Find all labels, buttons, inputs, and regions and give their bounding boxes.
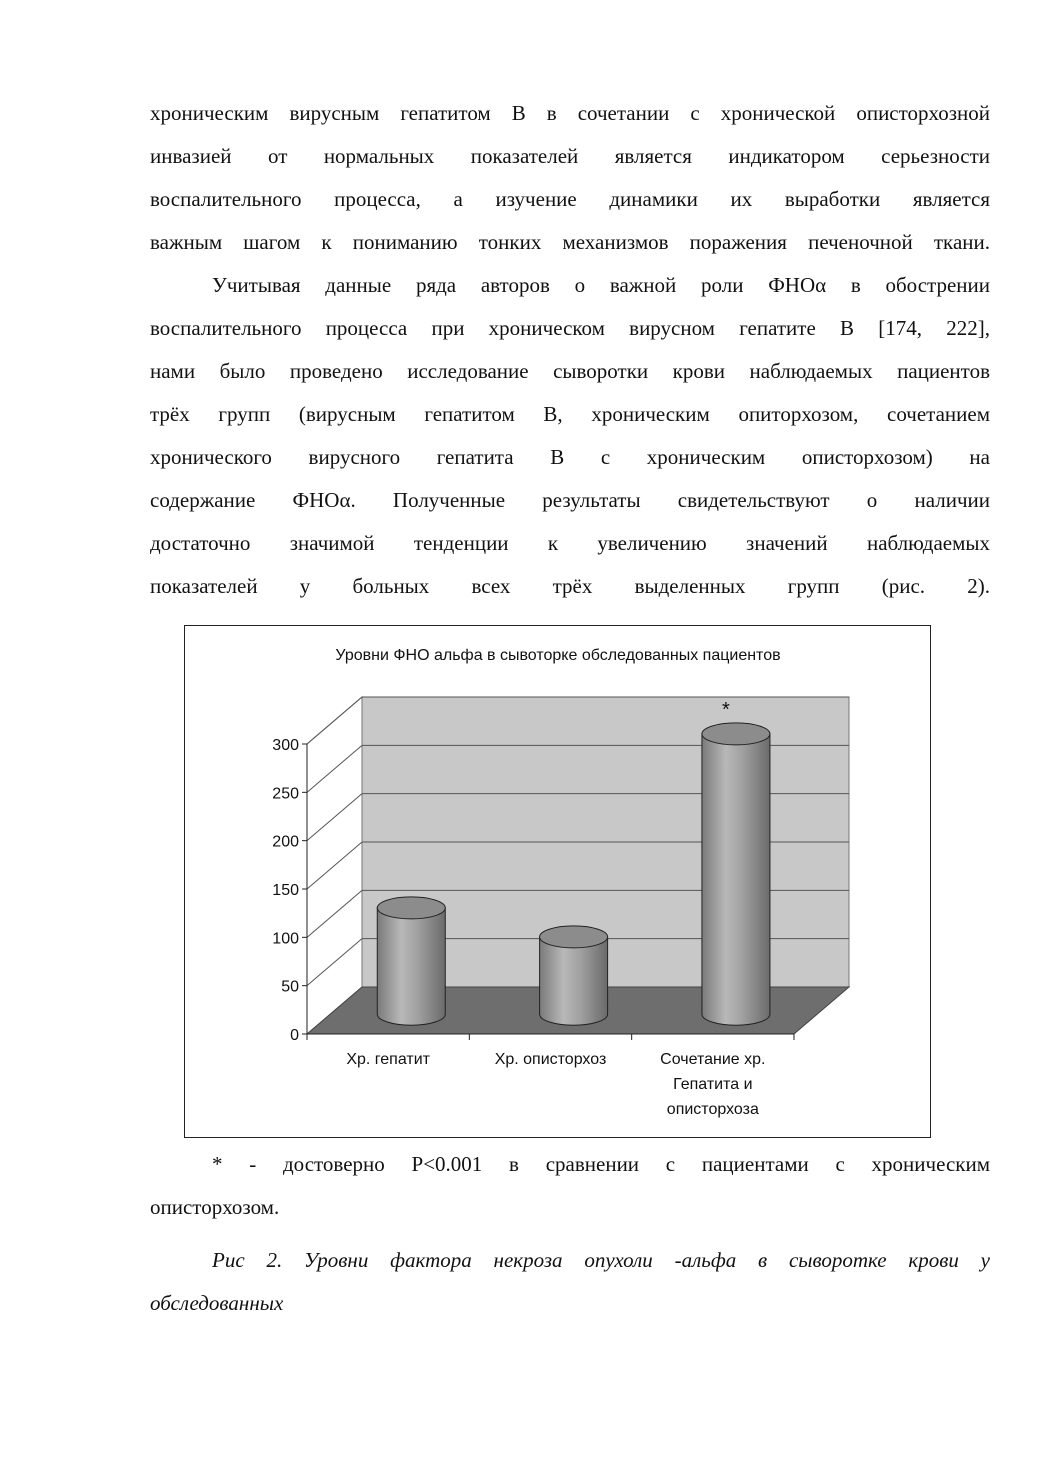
bar-cylinder: [702, 734, 770, 1025]
figure-caption: [150, 1239, 990, 1325]
y-tick-label: 300: [272, 737, 299, 754]
paragraph-2-line: хронического вирусного гепатита В с хроническим описторхозом) на: [150, 445, 990, 469]
paragraph-1-line: инвазией от нормальных показателей является индикатором серьезности: [150, 144, 990, 168]
paragraph-1-line: воспалительного процесса, а изучение динамики их выработки является: [150, 187, 990, 211]
paragraph-2-line: воспалительного процесса при хроническом вирусном гепатите В [174, 222],: [150, 316, 990, 340]
paragraph-2-line: нами было проведено исследование сыворотки крови наблюдаемых пациентов: [150, 359, 990, 383]
paragraph-2-line: достаточно значимой тенденции к увеличению значений наблюдаемых: [150, 531, 990, 555]
x-category-label: Гепатита и: [673, 1076, 753, 1093]
caption-line: Рис 2. Уровни фактора некроза опухоли -альфа в сыворотке крови у: [212, 1248, 990, 1272]
x-category-label: Сочетание хр.: [660, 1051, 766, 1068]
x-category-label: Хр. гепатит: [346, 1051, 430, 1068]
bar-top: [702, 723, 770, 745]
y-tick-label: 200: [272, 833, 299, 851]
bar-top: [377, 897, 445, 919]
bar-top: [540, 926, 608, 948]
bar-cylinder: [377, 908, 445, 1025]
note-line: * - достоверно P<0.001 в сравнении с пациентами с хроническим: [212, 1152, 990, 1176]
x-category-label: описторхоза: [666, 1101, 759, 1118]
y-tick-label: 250: [272, 785, 299, 803]
caption-line: обследованных: [150, 1291, 284, 1315]
paragraph-2-line: показателей у больных всех трёх выделенных групп (рис. 2).: [150, 574, 990, 598]
y-tick-label: 100: [272, 930, 299, 948]
figure-chart: [184, 625, 931, 1138]
y-tick-label: 150: [272, 882, 299, 899]
significance-note: [150, 1143, 990, 1229]
paragraph-2-line: Учитывая данные ряда авторов о важной роли ФНОα в обострении: [212, 273, 990, 297]
chart-svg: [185, 626, 932, 1139]
note-line: описторхозом.: [150, 1195, 280, 1219]
paragraph-2: [150, 264, 990, 608]
paragraph-1-line: важным шагом к пониманию тонких механизмов поражения печеночной ткани.: [150, 230, 990, 254]
paragraph-1-line: хроническим вирусным гепатитом В в сочетании с хронической описторхозной: [150, 101, 990, 125]
bar-cylinder: [540, 937, 608, 1025]
chart-title: Уровни ФНО альфа в сывоторке обследованных пациентов: [335, 647, 781, 664]
x-category-label: Хр. описторхоз: [494, 1051, 607, 1068]
paragraph-1: [150, 92, 990, 264]
y-tick-label: 0: [290, 1027, 299, 1044]
bar-annotation: *: [722, 698, 730, 721]
y-tick-label: 50: [281, 978, 299, 996]
paragraph-2-line: трёх групп (вирусным гепатитом В, хроническим опиторхозом, сочетанием: [150, 402, 990, 426]
paragraph-2-line: содержание ФНОα. Полученные результаты свидетельствуют о наличии: [150, 488, 990, 512]
